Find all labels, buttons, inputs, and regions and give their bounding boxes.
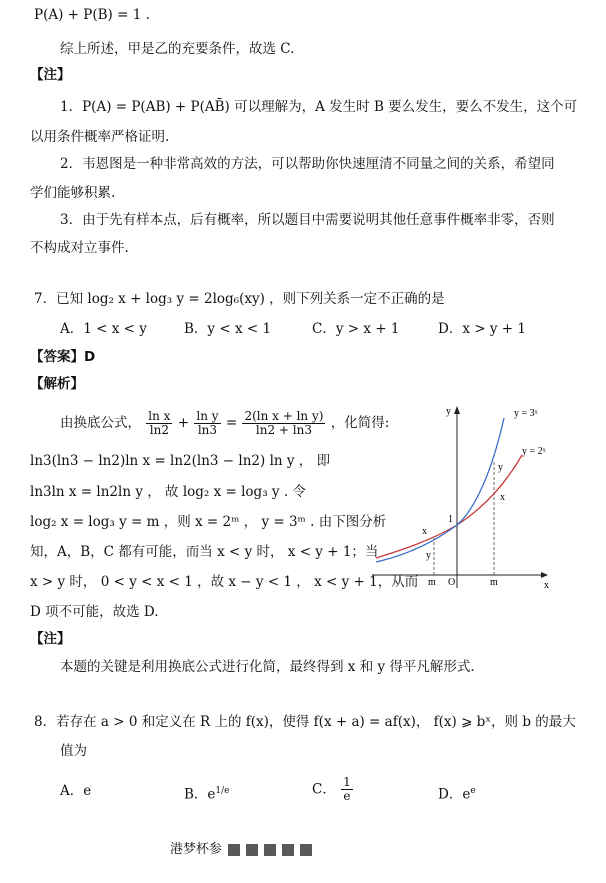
q7-option-d: D．x > y + 1 (438, 321, 526, 337)
formula-suffix: ，化简得: (330, 415, 390, 431)
answer-tag: 【答案】D (30, 349, 96, 365)
text-line: P(A) + P(B) = 1 . (34, 7, 150, 23)
label-y-lower: y (426, 550, 431, 561)
text-line: 综上所述，甲是乙的充要条件，故选 C. (60, 41, 295, 57)
axis-label-y: y (446, 406, 451, 417)
fraction-1: $\frac{\text{ln x}}{\ln 2}$ (148, 409, 171, 437)
fraction-3: $\frac{\text{2(ln x + ln y)}}{\ln 2 + \ln 3}$ (244, 409, 324, 437)
text-line: 以用条件概率严格证明. (30, 129, 170, 145)
label-x-lower: x (422, 526, 427, 537)
question-8: 8．若存在 a > 0 和定义在 R 上的 f(x)，使得 f(x + a) = af(x)， f(x) ⩾ bˣ，则 b 的最大 (34, 714, 576, 730)
q8-option-b: B．$e^{1/e}$ (184, 786, 230, 803)
note-tag: 【注】 (30, 67, 71, 83)
question-7: 7．已知 log₂ x + log₃ y = 2log₆(xy) ，则下列关系一定不正确的是 (34, 291, 445, 307)
text-line: 知，A，B，C 都有可能，而当 x < y 时， x < y + 1；当 (30, 544, 379, 560)
q7-option-a: A．1 < x < y (60, 321, 147, 337)
origin-label: O (448, 577, 456, 588)
text-line: D 项不可能，故选 D. (30, 604, 159, 620)
exponential-graph (372, 400, 552, 590)
label-y3x: y = 3ˣ (514, 408, 538, 419)
label-x-upper: x (500, 492, 505, 503)
axis-label-x: x (544, 580, 549, 590)
text-line: 2．韦恩图是一种非常高效的方法，可以帮助你快速厘清不同量之间的关系，希望同 (60, 156, 555, 172)
label-y2x: y = 2ˣ (522, 446, 546, 457)
text-line: ln3(ln3 − ln2)ln x = ln2(ln3 − ln2) ln y ， 即 (30, 453, 331, 469)
q8-option-a: A．e (60, 783, 92, 799)
fraction-2: $\frac{\text{ln y}}{\ln 3}$ (196, 409, 219, 437)
text-line: log₂ x = log₃ y = m ，则 x = 2ᵐ ， y = 3ᵐ . 由下图分析 (30, 514, 387, 530)
q8-option-d: D．$e^e$ (438, 786, 476, 803)
x-axis-arrow (541, 572, 548, 578)
analysis-tag: 【解析】 (30, 376, 84, 392)
q7-option-c: C．y > x + 1 (312, 321, 400, 337)
text-line: x > y 时， 0 < y < x < 1 ，故 x − y < 1 ， x < y + 1，从而 (30, 574, 419, 590)
q8-option-c: C． $\frac{1}{e}$ (312, 775, 351, 803)
text-line: 3．由于先有样本点，后有概率，所以题目中需要说明其他任意事件概率非零，否则 (60, 212, 555, 228)
formula-prefix: 由换底公式， (60, 415, 141, 431)
q7-option-b: B．y < x < 1 (184, 321, 272, 337)
footer: 港梦杯参 (170, 838, 312, 857)
text-line: 1．P(A) = P(AB) + P(AB̄) 可以理解为，A 发生时 B 要么发生，要么不发生，这个可 (60, 99, 578, 115)
formula-line: 由换底公式， $\frac{\text{ln x}}{\ln 2}$ + $\frac{\text{ln y}}{\ln 3}$ = $\frac{\text{2(ln x + ln y)}}{\ln 2 + \ln 3}$ ，化简得: (60, 409, 390, 437)
label-y-upper: y (498, 462, 503, 473)
y-axis-arrow (454, 406, 460, 414)
label-m-pos: m (490, 577, 498, 588)
curve-3x (376, 418, 504, 562)
text-line: 本题的关键是利用换底公式进行化简，最终得到 x 和 y 得平凡解形式. (60, 659, 475, 675)
text-line: ln3ln x = ln2ln y ， 故 log₂ x = log₃ y . 令 (30, 484, 306, 500)
text-line: 不构成对立事件. (30, 240, 129, 256)
text-line: 学们能够积累. (30, 185, 116, 201)
label-m-neg: m (428, 577, 436, 588)
text-line: 值为 (60, 743, 87, 759)
note2-tag: 【注】 (30, 631, 71, 647)
label-one: 1 (448, 514, 453, 525)
